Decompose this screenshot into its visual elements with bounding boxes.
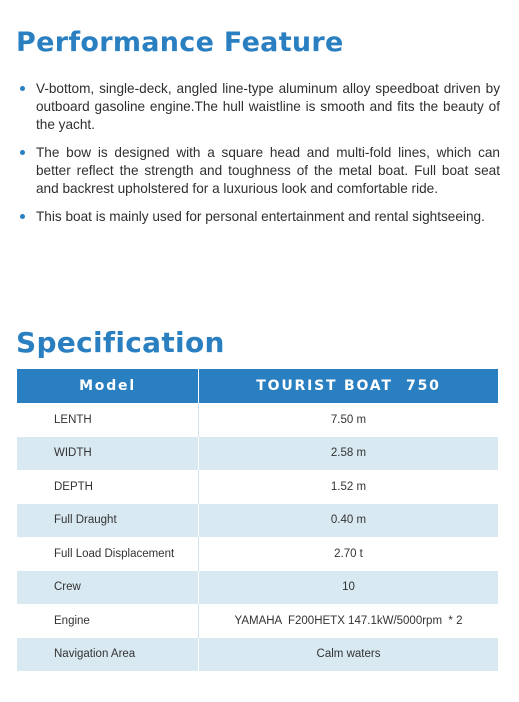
row-value: 1.52 m <box>199 470 499 504</box>
bullet-icon <box>20 150 25 155</box>
row-label: DEPTH <box>54 480 93 493</box>
list-item <box>18 144 500 198</box>
table-row <box>17 504 498 538</box>
performance-title: Performance Feature <box>16 27 344 58</box>
table-row <box>17 403 498 437</box>
list-item <box>18 208 500 226</box>
table-row <box>17 638 498 672</box>
row-value: 2.58 m <box>199 437 499 471</box>
row-label: Full Load Displacement <box>54 547 175 560</box>
bullet-icon <box>20 214 25 219</box>
header-boat-name <box>199 369 499 403</box>
row-value: Calm waters <box>199 638 499 672</box>
spec-table <box>17 369 498 671</box>
feature-text: The bow is designed with a square head and multi-fold lines, which can better reflect the strength and toughness of the metal boat. Full boat seat and backrest upholstered for a luxurious look and comfortable ride. <box>36 145 500 196</box>
row-value: 2.70 t <box>199 537 499 571</box>
list-item <box>18 80 500 134</box>
table-row <box>17 571 498 605</box>
row-label: Crew <box>17 571 199 605</box>
row-value: 10 <box>199 571 499 605</box>
header-boat-name-text: TOURIST BOAT 750 <box>256 378 441 394</box>
table-row <box>17 437 498 471</box>
row-label: Full Draught <box>17 504 199 538</box>
feature-list <box>18 80 500 236</box>
row-label: Navigation Area <box>17 638 199 672</box>
specification-title: Specification <box>16 326 225 359</box>
bullet-icon <box>20 86 25 91</box>
table-header-row <box>17 369 498 403</box>
row-value: YAMAHA F200HETX 147.1kW/5000rpm * 2 <box>199 604 499 638</box>
table-row <box>17 470 498 504</box>
row-label: Engine <box>54 614 90 627</box>
header-model: Model <box>17 369 199 403</box>
row-label: WIDTH <box>17 437 199 471</box>
row-value: 7.50 m <box>199 403 499 437</box>
feature-text: This boat is mainly used for personal entertainment and rental sightseeing. <box>36 209 485 224</box>
row-value: 0.40 m <box>199 504 499 538</box>
table-row <box>17 604 498 638</box>
feature-text: V-bottom, single-deck, angled line-type aluminum alloy speedboat driven by outboard gasoline engine.The hull waistline is smooth and fits the beauty of the yacht. <box>36 81 500 132</box>
row-label: LENTH <box>54 413 92 426</box>
table-row <box>17 537 498 571</box>
